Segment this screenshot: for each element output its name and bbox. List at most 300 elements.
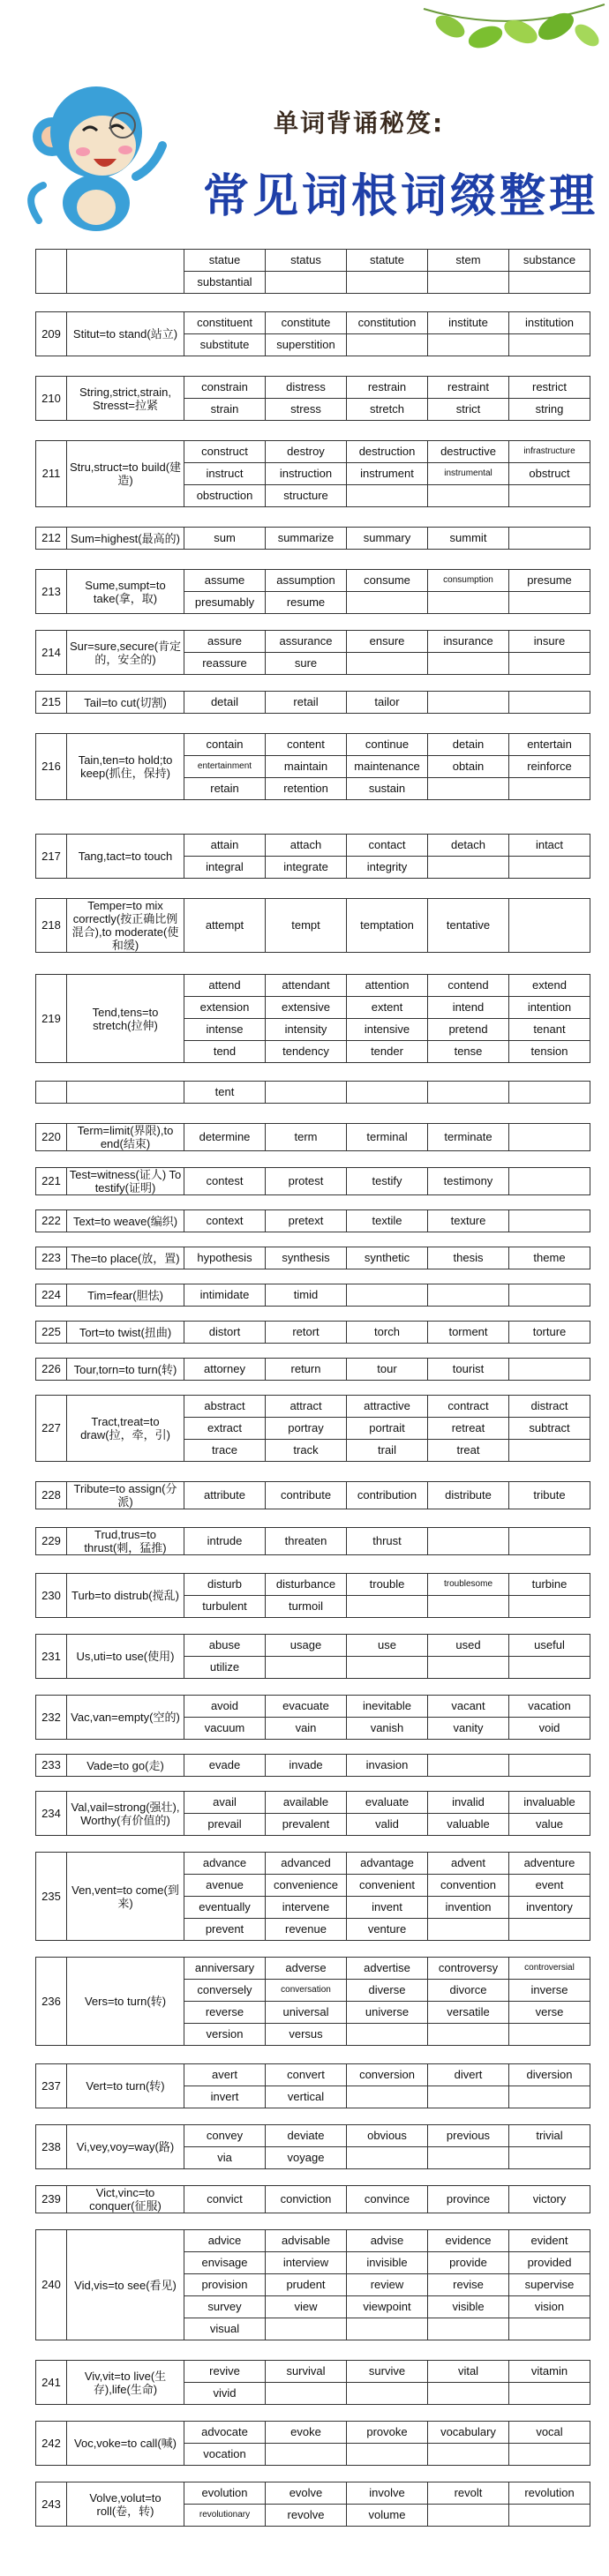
word-root: Vade=to go(走) <box>67 1755 184 1777</box>
word-cell: disturb <box>184 1574 266 1596</box>
word-cell: evoke <box>266 2422 347 2444</box>
word-cell: extent <box>347 997 428 1019</box>
word-root: Tail=to cut(切割) <box>67 692 184 714</box>
word-cell: evidence <box>428 2230 509 2252</box>
word-cell: insure <box>509 631 590 653</box>
root-group-table <box>35 1321 590 1344</box>
word-cell: stress <box>266 399 347 421</box>
word-cell <box>266 272 347 294</box>
word-cell: attendant <box>266 975 347 997</box>
entry-number: 230 <box>36 1574 67 1618</box>
word-cell: controversial <box>509 1958 590 1980</box>
monkey-mascot-icon <box>21 71 180 238</box>
root-group-table <box>35 1209 590 1232</box>
word-cell <box>509 2086 590 2108</box>
word-cell: tour <box>347 1359 428 1381</box>
word-cell: invention <box>428 1897 509 1919</box>
word-cell: intention <box>509 997 590 1019</box>
word-cell <box>509 692 590 714</box>
word-cell <box>428 2383 509 2405</box>
word-cell: instruct <box>184 463 266 485</box>
word-cell: construct <box>184 441 266 463</box>
word-root <box>67 250 184 294</box>
word-cell: inverse <box>509 1980 590 2002</box>
word-cell: tailor <box>347 692 428 714</box>
root-group-table <box>35 1395 590 1462</box>
word-cell: ensure <box>347 631 428 653</box>
word-cell: involve <box>347 2482 428 2505</box>
word-cell: previous <box>428 2125 509 2147</box>
word-cell: supervise <box>509 2274 590 2296</box>
entry-number: 216 <box>36 734 67 800</box>
word-cell <box>509 1440 590 1462</box>
word-cell <box>347 1596 428 1618</box>
table-row <box>36 2125 590 2147</box>
word-cell: conviction <box>266 2186 347 2213</box>
word-cell: presumably <box>184 592 266 614</box>
word-cell: inventory <box>509 1897 590 1919</box>
word-root: Tort=to twist(扭曲) <box>67 1322 184 1344</box>
word-cell <box>347 2147 428 2169</box>
word-cell: revenue <box>266 1919 347 1941</box>
word-cell: return <box>266 1359 347 1381</box>
word-cell: usage <box>266 1635 347 1657</box>
word-cell <box>428 2505 509 2527</box>
word-cell: convince <box>347 2186 428 2213</box>
word-cell: structure <box>266 485 347 507</box>
word-cell: prevail <box>184 1814 266 1836</box>
root-group-table <box>35 376 590 421</box>
entry-number: 218 <box>36 899 67 953</box>
word-cell: version <box>184 2024 266 2046</box>
word-root: Vac,van=empty(空的) <box>67 1696 184 1740</box>
word-cell: envisage <box>184 2252 266 2274</box>
word-cell: obstruction <box>184 485 266 507</box>
word-cell: textile <box>347 1210 428 1232</box>
table-row <box>36 1359 590 1381</box>
word-cell: evident <box>509 2230 590 2252</box>
word-cell: prevent <box>184 1919 266 1941</box>
word-cell <box>347 653 428 675</box>
word-cell <box>428 1919 509 1941</box>
word-cell: distress <box>266 377 347 399</box>
word-cell: maintain <box>266 756 347 778</box>
word-cell: destroy <box>266 441 347 463</box>
word-root: Temper=to mix correctly(按正确比例混合),to moderate(使和缓) <box>67 899 184 953</box>
word-cell: status <box>266 250 347 272</box>
word-cell: institution <box>509 312 590 334</box>
word-cell: convey <box>184 2125 266 2147</box>
word-cell <box>509 1359 590 1381</box>
word-cell: available <box>266 1792 347 1814</box>
word-cell: eventually <box>184 1897 266 1919</box>
word-cell: integrity <box>347 857 428 879</box>
word-cell <box>428 2147 509 2169</box>
word-cell: interview <box>266 2252 347 2274</box>
root-group-table <box>35 2482 590 2527</box>
word-cell: attract <box>266 1396 347 1418</box>
table-row <box>36 2064 590 2086</box>
table-row <box>36 1482 590 1509</box>
word-cell: diverse <box>347 1980 428 2002</box>
root-group-table <box>35 2063 590 2108</box>
word-cell <box>509 2444 590 2466</box>
word-cell <box>509 485 590 507</box>
word-cell: detail <box>184 692 266 714</box>
word-cell: vain <box>266 1718 347 1740</box>
word-cell: retail <box>266 692 347 714</box>
word-cell: survival <box>266 2361 347 2383</box>
word-cell: synthetic <box>347 1247 428 1269</box>
word-cell: advanced <box>266 1853 347 1875</box>
word-cell: contain <box>184 734 266 756</box>
word-cell: attribute <box>184 1482 266 1509</box>
word-cell <box>509 653 590 675</box>
word-cell <box>428 1755 509 1777</box>
word-cell <box>266 2383 347 2405</box>
word-root: Val,vail=strong(强壮), Worthy(有价值的) <box>67 1792 184 1836</box>
word-cell: contest <box>184 1168 266 1195</box>
word-root: Tour,torn=to turn(转) <box>67 1359 184 1381</box>
word-cell: institute <box>428 312 509 334</box>
word-cell: contend <box>428 975 509 997</box>
word-cell <box>509 2383 590 2405</box>
entry-number: 234 <box>36 1792 67 1836</box>
word-cell: extract <box>184 1418 266 1440</box>
word-cell: invisible <box>347 2252 428 2274</box>
word-cell <box>347 2086 428 2108</box>
word-root <box>67 1082 184 1104</box>
root-group-table <box>35 2421 590 2466</box>
word-cell <box>509 2024 590 2046</box>
word-cell: advocate <box>184 2422 266 2444</box>
word-root: Vict,vinc=to conquer(征服) <box>67 2186 184 2213</box>
word-cell: constituent <box>184 312 266 334</box>
word-cell: extend <box>509 975 590 997</box>
word-cell <box>509 1657 590 1679</box>
word-root: Stitut=to stand(站立) <box>67 312 184 356</box>
word-cell: trace <box>184 1440 266 1462</box>
root-group-table <box>35 630 590 675</box>
word-cell: temptation <box>347 899 428 953</box>
root-group-table <box>35 691 590 714</box>
entry-number: 213 <box>36 570 67 614</box>
word-cell: hypothesis <box>184 1247 266 1269</box>
table-row <box>36 1082 590 1104</box>
word-cell: advance <box>184 1853 266 1875</box>
root-group-table <box>35 974 590 1063</box>
table-row <box>36 1322 590 1344</box>
word-cell <box>347 485 428 507</box>
word-cell: infrastructure <box>509 441 590 463</box>
word-cell: instrumental <box>428 463 509 485</box>
table-row <box>36 1958 590 1980</box>
root-group-table <box>35 1123 590 1151</box>
word-cell: evolve <box>266 2482 347 2505</box>
word-cell: venture <box>347 1919 428 1941</box>
word-root: Tim=fear(胆怯) <box>67 1284 184 1307</box>
word-cell: superstition <box>266 334 347 356</box>
word-cell: tendency <box>266 1041 347 1063</box>
page-header <box>0 0 609 247</box>
root-group-table <box>35 1573 590 1618</box>
word-cell <box>266 2444 347 2466</box>
word-cell: advantage <box>347 1853 428 1875</box>
root-group-table <box>35 2229 590 2340</box>
word-cell <box>509 1919 590 1941</box>
word-cell: distort <box>184 1322 266 1344</box>
root-group-table <box>35 1754 590 1777</box>
table-row <box>36 528 590 550</box>
table-row <box>36 1696 590 1718</box>
word-cell: universe <box>347 2002 428 2024</box>
word-cell: revise <box>428 2274 509 2296</box>
entry-number: 227 <box>36 1396 67 1462</box>
word-cell: advent <box>428 1853 509 1875</box>
word-cell: turmoil <box>266 1596 347 1618</box>
table-row <box>36 1574 590 1596</box>
word-cell: revolutionary <box>184 2505 266 2527</box>
word-cell: determine <box>184 1124 266 1151</box>
root-group-table <box>35 2360 590 2405</box>
word-cell: stem <box>428 250 509 272</box>
word-cell: vacation <box>509 1696 590 1718</box>
word-cell: invasion <box>347 1755 428 1777</box>
word-cell: attention <box>347 975 428 997</box>
word-cell: vitamin <box>509 2361 590 2383</box>
word-root: Text=to weave(编织) <box>67 1210 184 1232</box>
word-cell: event <box>509 1875 590 1897</box>
word-cell <box>347 1657 428 1679</box>
word-root: Viv,vit=to live(生存),life(生命) <box>67 2361 184 2405</box>
word-cell <box>509 1168 590 1195</box>
word-cell: stretch <box>347 399 428 421</box>
word-root: Sum=highest(最高的) <box>67 528 184 550</box>
word-cell <box>347 272 428 294</box>
word-cell <box>509 592 590 614</box>
word-cell: intrude <box>184 1528 266 1555</box>
word-cell: vacant <box>428 1696 509 1718</box>
word-cell: inevitable <box>347 1696 428 1718</box>
word-cell: sum <box>184 528 266 550</box>
word-cell: evolution <box>184 2482 266 2505</box>
word-cell: consume <box>347 570 428 592</box>
entry-number: 239 <box>36 2186 67 2213</box>
word-cell: visual <box>184 2318 266 2340</box>
word-cell: extension <box>184 997 266 1019</box>
root-group-table <box>35 1284 590 1307</box>
word-cell: versus <box>266 2024 347 2046</box>
word-cell: protest <box>266 1168 347 1195</box>
word-cell: retreat <box>428 1418 509 1440</box>
word-cell: substantial <box>184 272 266 294</box>
word-cell <box>509 778 590 800</box>
word-cell: attach <box>266 835 347 857</box>
word-cell: vocation <box>184 2444 266 2466</box>
word-cell: turbulent <box>184 1596 266 1618</box>
word-cell <box>509 528 590 550</box>
word-cell: prevalent <box>266 1814 347 1836</box>
word-cell: value <box>509 1814 590 1836</box>
word-cell: tend <box>184 1041 266 1063</box>
root-group-table <box>35 1957 590 2046</box>
table-row <box>36 631 590 653</box>
word-cell: substitute <box>184 334 266 356</box>
entry-number: 241 <box>36 2361 67 2405</box>
word-cell: abstract <box>184 1396 266 1418</box>
entry-number: 210 <box>36 377 67 421</box>
word-cell <box>509 2147 590 2169</box>
word-cell: invent <box>347 1897 428 1919</box>
word-cell <box>509 1284 590 1307</box>
word-cell: provided <box>509 2252 590 2274</box>
word-cell: constrain <box>184 377 266 399</box>
word-cell <box>347 2024 428 2046</box>
word-cell: anniversary <box>184 1958 266 1980</box>
word-cell: provision <box>184 2274 266 2296</box>
word-cell: revive <box>184 2361 266 2383</box>
word-cell: constitution <box>347 312 428 334</box>
word-cell: avoid <box>184 1696 266 1718</box>
word-cell: reassure <box>184 653 266 675</box>
root-group-table <box>35 898 590 953</box>
word-cell: presume <box>509 570 590 592</box>
table-row <box>36 1755 590 1777</box>
word-cell: review <box>347 2274 428 2296</box>
word-cell: portray <box>266 1418 347 1440</box>
word-cell <box>509 1210 590 1232</box>
word-cell: testimony <box>428 1168 509 1195</box>
word-cell: statute <box>347 250 428 272</box>
word-cell: track <box>266 1440 347 1462</box>
word-cell: verse <box>509 2002 590 2024</box>
word-cell <box>428 1657 509 1679</box>
word-cell: intervene <box>266 1897 347 1919</box>
table-row <box>36 734 590 756</box>
word-cell: victory <box>509 2186 590 2213</box>
word-root: String,strict,strain, Stresst=拉紧 <box>67 377 184 421</box>
word-cell: visible <box>428 2296 509 2318</box>
word-cell <box>428 485 509 507</box>
table-row <box>36 250 590 272</box>
word-root: Tang,tact=to touch <box>67 835 184 879</box>
word-cell <box>428 2086 509 2108</box>
word-cell: assure <box>184 631 266 653</box>
root-group-table <box>35 1358 590 1381</box>
word-cell <box>347 2444 428 2466</box>
word-cell: tenant <box>509 1019 590 1041</box>
root-group-table <box>35 1481 590 1509</box>
word-cell: summit <box>428 528 509 550</box>
word-cell: vacuum <box>184 1718 266 1740</box>
word-cell: advise <box>347 2230 428 2252</box>
word-cell: conversely <box>184 1980 266 2002</box>
entry-number: 228 <box>36 1482 67 1509</box>
word-cell: contract <box>428 1396 509 1418</box>
word-cell: sure <box>266 653 347 675</box>
word-cell <box>347 1082 428 1104</box>
word-cell: contribute <box>266 1482 347 1509</box>
table-row <box>36 1210 590 1232</box>
entry-number: 243 <box>36 2482 67 2527</box>
table-row <box>36 2230 590 2252</box>
word-cell: obtain <box>428 756 509 778</box>
word-cell: valuable <box>428 1814 509 1836</box>
word-cell: tender <box>347 1041 428 1063</box>
word-root: Sume,sumpt=to take(拿，取) <box>67 570 184 614</box>
word-cell: instrument <box>347 463 428 485</box>
entry-number: 217 <box>36 835 67 879</box>
word-cell: convenience <box>266 1875 347 1897</box>
word-cell: survey <box>184 2296 266 2318</box>
word-root: Turb=to distrub(搅乱) <box>67 1574 184 1618</box>
word-cell: diversion <box>509 2064 590 2086</box>
word-cell <box>509 857 590 879</box>
word-cell: tent <box>184 1082 266 1104</box>
root-group-table <box>35 569 590 614</box>
word-cell: context <box>184 1210 266 1232</box>
word-cell: torment <box>428 1322 509 1344</box>
word-cell: evacuate <box>266 1696 347 1718</box>
word-root: Vert=to turn(转) <box>67 2064 184 2108</box>
entry-number: 219 <box>36 975 67 1063</box>
word-cell <box>428 857 509 879</box>
root-group-table <box>35 1081 590 1104</box>
word-cell: vanish <box>347 1718 428 1740</box>
word-cell: volume <box>347 2505 428 2527</box>
word-cell <box>428 2444 509 2466</box>
table-row <box>36 2482 590 2505</box>
word-cell: subtract <box>509 1418 590 1440</box>
word-cell: province <box>428 2186 509 2213</box>
entry-number: 240 <box>36 2230 67 2340</box>
entry-number <box>36 1082 67 1104</box>
word-cell: viewpoint <box>347 2296 428 2318</box>
word-cell: tense <box>428 1041 509 1063</box>
word-cell: vision <box>509 2296 590 2318</box>
word-root: Term=limit(界限),to end(结束) <box>67 1124 184 1151</box>
word-cell: strain <box>184 399 266 421</box>
word-root: Tract,treat=to draw(拉，牵，引) <box>67 1396 184 1462</box>
word-cell: attain <box>184 835 266 857</box>
page-title: 常见词根词缀整理 <box>203 170 599 223</box>
table-row <box>36 312 590 334</box>
word-root: The=to place(放，置) <box>67 1247 184 1269</box>
word-cell: provoke <box>347 2422 428 2444</box>
word-cell: convenient <box>347 1875 428 1897</box>
word-cell: advice <box>184 2230 266 2252</box>
word-cell: contact <box>347 835 428 857</box>
table-row <box>36 1792 590 1814</box>
word-root: Sur=sure,secure(肯定的，安全的) <box>67 631 184 675</box>
word-cell <box>428 334 509 356</box>
word-cell: integral <box>184 857 266 879</box>
word-cell: used <box>428 1635 509 1657</box>
root-group-table <box>35 733 590 800</box>
word-cell: restraint <box>428 377 509 399</box>
word-cell: avert <box>184 2064 266 2086</box>
word-cell: invade <box>266 1755 347 1777</box>
word-cell: distribute <box>428 1482 509 1509</box>
word-cell: attractive <box>347 1396 428 1418</box>
entry-number: 233 <box>36 1755 67 1777</box>
word-cell: versatile <box>428 2002 509 2024</box>
word-cell: assume <box>184 570 266 592</box>
word-cell: retort <box>266 1322 347 1344</box>
word-cell: intact <box>509 835 590 857</box>
word-cell <box>428 778 509 800</box>
word-cell: view <box>266 2296 347 2318</box>
